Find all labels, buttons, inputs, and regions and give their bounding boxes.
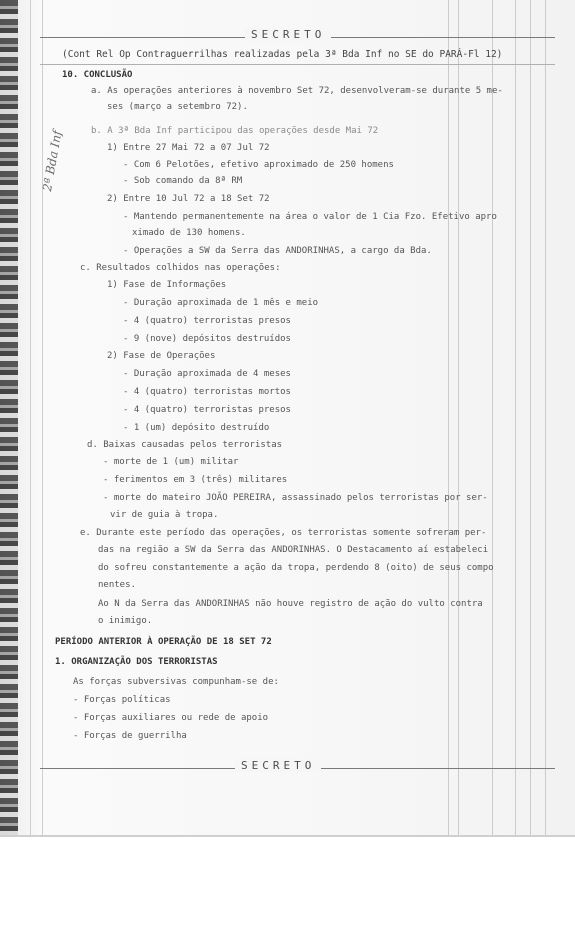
section-heading: 10. CONCLUSÃO: [62, 70, 133, 80]
text-line: - 9 (nove) depósitos destruídos: [123, 334, 291, 344]
text-line: 2) Fase de Operações: [107, 351, 216, 361]
text-line: c. Resultados colhidos nas operações:: [80, 263, 281, 273]
text-line: e. Durante este período das operações, os terroristas somente sofreram per-: [80, 528, 487, 538]
document-header: (Cont Rel Op Contraguerrilhas realizadas pela 3ª Bda Inf no SE do PARÁ-Fl 12): [62, 49, 503, 60]
handwritten-margin-note: 2ª Bda Inf: [40, 129, 65, 193]
text-line: - Com 6 Pelotões, efetivo aproximado de 250 homens: [123, 160, 394, 170]
text-line: d. Baixas causadas pelos terroristas: [87, 440, 283, 450]
spiral-binding: [0, 0, 18, 835]
text-line: - Sob comando da 8ª RM: [123, 176, 243, 186]
scan-streak: [545, 0, 546, 835]
text-line: - Operações a SW da Serra das ANDORINHAS, a cargo da Bda.: [123, 246, 432, 256]
classification-stamp-bottom: SECRETO: [235, 759, 321, 772]
scan-streak: [515, 0, 516, 835]
scan-streak: [458, 0, 459, 835]
text-line: - 4 (quatro) terroristas presos: [123, 316, 291, 326]
text-line: - morte do mateiro JOÃO PEREIRA, assassinado pelos terroristas por ser-: [103, 493, 488, 503]
text-line: das na região a SW da Serra das ANDORINHAS. O Destacamento aí estabeleci: [98, 545, 489, 555]
text-line: - 4 (quatro) terroristas mortos: [123, 387, 291, 397]
scan-streak: [530, 0, 531, 835]
text-line: 1) Fase de Informações: [107, 280, 227, 290]
scan-streak: [42, 0, 43, 835]
text-line: 2) Entre 10 Jul 72 a 18 Set 72: [107, 194, 270, 204]
text-line: - ferimentos em 3 (três) militares: [103, 475, 288, 485]
text-line: ses (março a setembro 72).: [107, 102, 248, 112]
text-line: Ao N da Serra das ANDORINHAS não houve registro de ação do vulto contra: [98, 599, 483, 609]
text-line: - 4 (quatro) terroristas presos: [123, 405, 291, 415]
text-line: do sofreu constantemente a ação da tropa, perdendo 8 (oito) de seus compo: [98, 563, 494, 573]
text-line: - Duração aproximada de 4 meses: [123, 369, 291, 379]
text-line: o inimigo.: [98, 616, 153, 626]
text-line: a. As operações anteriores à novembro Set 72, desenvolveram-se durante 5 me-: [91, 86, 503, 96]
header-rule: [40, 64, 555, 65]
section-heading: PERÍODO ANTERIOR À OPERAÇÃO DE 18 SET 72: [55, 637, 272, 647]
text-line: nentes.: [98, 580, 136, 590]
text-line: - Forças de guerrilha: [73, 731, 187, 741]
text-line: b. A 3ª Bda Inf participou das operações desde Mai 72: [91, 126, 379, 136]
text-line: - Forças políticas: [73, 695, 171, 705]
text-line: - morte de 1 (um) militar: [103, 457, 239, 467]
classification-stamp-top: SECRETO: [245, 28, 331, 41]
text-line: - Mantendo permanentemente na área o valor de 1 Cia Fzo. Efetivo apro: [123, 212, 497, 222]
text-line: 1) Entre 27 Mai 72 a 07 Jul 72: [107, 143, 270, 153]
text-line: As forças subversivas compunham-se de:: [73, 677, 279, 687]
section-heading: 1. ORGANIZAÇÃO DOS TERRORISTAS: [55, 657, 218, 667]
text-line: - Duração aproximada de 1 mês e meio: [123, 298, 319, 308]
scan-streak: [492, 0, 493, 835]
page-edge: [0, 835, 575, 837]
text-line: - Forças auxiliares ou rede de apoio: [73, 713, 269, 723]
text-line: ximado de 130 homens.: [132, 228, 246, 238]
scan-streak: [30, 0, 31, 835]
scan-streak: [448, 0, 449, 835]
text-line: - 1 (um) depósito destruído: [123, 423, 270, 433]
text-line: vir de guia à tropa.: [110, 510, 219, 520]
